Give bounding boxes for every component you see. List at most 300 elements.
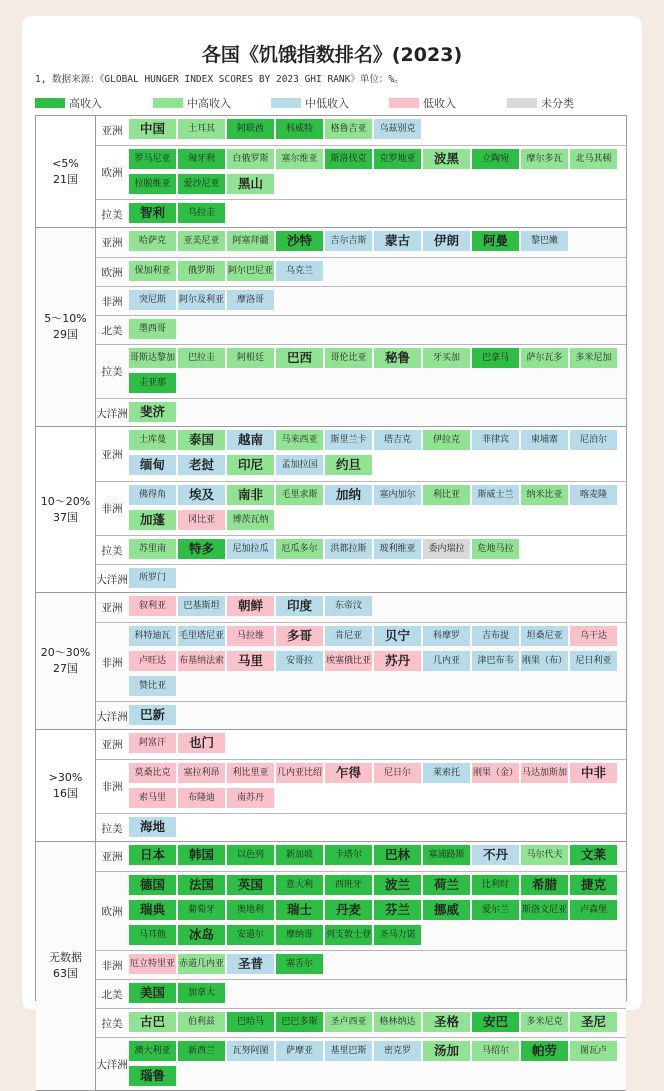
country-cell: 乌克兰 xyxy=(276,261,323,281)
country-cell: 吉尔吉斯 xyxy=(325,231,372,251)
region-label: 北美 xyxy=(101,324,123,337)
region-row xyxy=(96,979,626,1008)
country-cell: 意大利 xyxy=(276,875,323,895)
country-cell: 埃及 xyxy=(178,485,225,505)
country-cell: 不丹 xyxy=(472,845,519,865)
country-cell: 英国 xyxy=(227,875,274,895)
region-countries xyxy=(129,872,624,950)
country-cell: 萨尔瓦多 xyxy=(521,348,568,368)
country-cell: 摩纳哥 xyxy=(276,925,323,945)
data-source-note: 1, 数据来源：《GLOBAL HUNGER INDEX SCORES BY 2023 GHI RANK》单位：%。 xyxy=(35,74,404,85)
country-cell: 以色列 xyxy=(227,845,274,865)
country-cell: 瑞士 xyxy=(276,900,323,920)
band-label xyxy=(36,842,96,1090)
country-cell: 乌干达 xyxy=(570,626,617,646)
country-cell: 多米尼加 xyxy=(570,348,617,368)
country-cell: 圣尼 xyxy=(570,1012,617,1032)
country-cell: 斯里兰卡 xyxy=(325,430,372,450)
band-count: 29国 xyxy=(53,328,78,341)
country-cell: 密克罗 xyxy=(374,1041,421,1061)
country-cell: 图瓦卢 xyxy=(570,1041,617,1061)
country-cell: 朝鲜 xyxy=(227,596,274,616)
legend-label: 低收入 xyxy=(423,97,456,110)
country-cell: 巴林 xyxy=(374,845,421,865)
country-cell: 尼泊尔 xyxy=(570,430,617,450)
country-cell: 罗马尼亚 xyxy=(129,149,176,169)
region-label: 大洋洲 xyxy=(96,573,128,586)
country-cell: 伊朗 xyxy=(423,231,470,251)
country-cell: 俄罗斯 xyxy=(178,261,225,281)
country-cell: 莱索托 xyxy=(423,763,470,783)
legend-label: 中高收入 xyxy=(187,97,231,110)
region-row xyxy=(96,1037,626,1091)
country-cell: 瑙鲁 xyxy=(129,1066,176,1086)
country-cell: 哥伦比亚 xyxy=(325,348,372,368)
region-row xyxy=(96,593,626,622)
band-range: 20～30% xyxy=(40,646,91,659)
country-cell: 西班牙 xyxy=(325,875,372,895)
country-cell: 孟加拉国 xyxy=(276,455,323,475)
region-label: 大洋洲 xyxy=(96,1059,128,1071)
region-label: 非洲 xyxy=(101,959,123,972)
country-cell: 波兰 xyxy=(374,875,421,895)
country-cell: 吉布提 xyxy=(472,626,519,646)
country-cell: 尼日尔 xyxy=(374,763,421,783)
country-cell: 马来西亚 xyxy=(276,430,323,450)
country-cell: 斐济 xyxy=(129,402,176,422)
region-row xyxy=(96,622,626,701)
country-cell: 哥斯达黎加 xyxy=(129,348,176,368)
region-countries xyxy=(129,316,624,344)
country-cell: 圣普 xyxy=(227,954,274,974)
legend-swatch xyxy=(507,98,537,108)
country-cell: 刚果（布） xyxy=(521,651,568,671)
legend-item-high xyxy=(35,95,153,111)
region-label: 大洋洲 xyxy=(96,407,128,420)
region-countries xyxy=(129,228,624,257)
country-cell: 塞舌尔 xyxy=(276,954,323,974)
country-cell: 马达加斯加 xyxy=(521,763,568,783)
hunger-band xyxy=(36,842,626,1091)
country-cell: 美国 xyxy=(129,983,176,1003)
region-row xyxy=(96,759,626,813)
country-cell: 新西兰 xyxy=(178,1041,225,1061)
region-label: 非洲 xyxy=(101,781,123,793)
country-cell: 马绍尔 xyxy=(472,1041,519,1061)
country-cell: 哈萨克 xyxy=(129,231,176,251)
region-row xyxy=(96,950,626,979)
region-label: 拉美 xyxy=(101,544,123,557)
region-row xyxy=(96,199,626,228)
country-cell: 苏丹 xyxy=(374,651,421,671)
country-cell: 危地马拉 xyxy=(472,539,519,559)
country-cell: 圭亚那 xyxy=(129,373,176,393)
region-label: 非洲 xyxy=(101,503,123,515)
region-countries xyxy=(129,623,624,701)
region-countries xyxy=(129,146,624,199)
country-cell: 马里 xyxy=(227,651,274,671)
country-cell: 荷兰 xyxy=(423,875,470,895)
region-row xyxy=(96,535,626,564)
country-cell: 立陶宛 xyxy=(472,149,519,169)
country-cell: 南非 xyxy=(227,485,274,505)
region-row xyxy=(96,315,626,344)
legend-item-low xyxy=(389,95,507,111)
country-cell: 南苏丹 xyxy=(227,788,274,808)
country-cell: 澳大利亚 xyxy=(129,1041,176,1061)
country-cell: 伯利兹 xyxy=(178,1012,225,1032)
country-cell: 韩国 xyxy=(178,845,225,865)
country-cell: 中非 xyxy=(570,763,617,783)
country-cell: 牙买加 xyxy=(423,348,470,368)
country-cell: 苏里南 xyxy=(129,539,176,559)
band-count: 63国 xyxy=(53,967,78,980)
region-countries xyxy=(129,702,624,730)
region-label: 亚洲 xyxy=(101,851,123,863)
country-cell: 喀麦隆 xyxy=(570,485,617,505)
region-countries xyxy=(129,730,624,759)
country-cell: 格林纳达 xyxy=(374,1012,421,1032)
country-cell: 中国 xyxy=(129,119,176,139)
legend-item-unclassified xyxy=(507,95,625,111)
country-cell: 印度 xyxy=(276,596,323,616)
country-cell: 索马里 xyxy=(129,788,176,808)
country-cell: 冈比亚 xyxy=(178,510,225,530)
country-cell: 安道尔 xyxy=(227,925,274,945)
country-cell: 尼加拉瓜 xyxy=(227,539,274,559)
country-cell: 摩洛哥 xyxy=(227,290,274,310)
band-range: 无数据 xyxy=(49,951,82,964)
region-row xyxy=(96,286,626,315)
band-range: <5% xyxy=(52,156,79,170)
country-cell: 印尼 xyxy=(227,455,274,475)
country-cell: 赞比亚 xyxy=(129,676,176,696)
country-cell: 阿富汗 xyxy=(129,733,176,753)
country-cell: 波黑 xyxy=(423,149,470,169)
country-cell: 匈牙利 xyxy=(178,149,225,169)
region-countries xyxy=(129,427,624,481)
region-label: 北美 xyxy=(101,988,123,1001)
country-cell: 冰岛 xyxy=(178,925,225,945)
country-cell: 海地 xyxy=(129,817,176,837)
country-cell: 斯威士兰 xyxy=(472,485,519,505)
region-row xyxy=(96,842,626,871)
country-cell: 瓦努阿图 xyxy=(227,1041,274,1061)
country-cell: 圣卢西亚 xyxy=(325,1012,372,1032)
chart-title: 各国《饥饿指数排名》(2023) xyxy=(201,44,463,66)
country-cell: 文莱 xyxy=(570,845,617,865)
country-cell: 老挝 xyxy=(178,455,225,475)
region-row xyxy=(96,398,626,427)
region-label: 亚洲 xyxy=(101,739,123,751)
region-countries xyxy=(129,345,624,398)
country-cell: 几内亚 xyxy=(423,651,470,671)
country-cell: 特多 xyxy=(178,539,225,559)
country-cell: 布基纳法索 xyxy=(178,651,225,671)
country-cell: 贝宁 xyxy=(374,626,421,646)
country-cell: 柬埔寨 xyxy=(521,430,568,450)
region-countries xyxy=(129,200,624,228)
region-countries xyxy=(129,565,624,593)
region-label: 欧洲 xyxy=(101,266,123,279)
band-range: >30% xyxy=(48,770,83,784)
country-cell: 塞浦路斯 xyxy=(423,845,470,865)
country-cell: 佛得角 xyxy=(129,485,176,505)
country-cell: 基里巴斯 xyxy=(325,1041,372,1061)
country-cell: 刚果（金） xyxy=(472,763,519,783)
country-cell: 科摩罗 xyxy=(423,626,470,646)
country-cell: 伊拉克 xyxy=(423,430,470,450)
country-cell: 利比亚 xyxy=(423,485,470,505)
country-cell: 塞内加尔 xyxy=(374,485,421,505)
band-label xyxy=(36,228,96,426)
legend-item-lower_middle xyxy=(271,95,389,111)
country-cell: 黑山 xyxy=(227,174,274,194)
country-cell: 厄立特里亚 xyxy=(129,954,176,974)
country-cell: 阿曼 xyxy=(472,231,519,251)
country-cell: 多哥 xyxy=(276,626,323,646)
region-countries xyxy=(129,258,624,286)
country-cell: 挪威 xyxy=(423,900,470,920)
country-cell: 圣格 xyxy=(423,1012,470,1032)
band-label xyxy=(36,593,96,729)
legend-label: 高收入 xyxy=(69,97,102,110)
region-label: 非洲 xyxy=(101,295,123,308)
region-label: 亚洲 xyxy=(101,602,123,614)
country-cell: 阿塞拜疆 xyxy=(227,231,274,251)
legend xyxy=(35,92,627,114)
country-cell: 菲律宾 xyxy=(472,430,519,450)
country-cell: 洪都拉斯 xyxy=(325,539,372,559)
country-cell: 乍得 xyxy=(325,763,372,783)
legend-swatch xyxy=(35,98,65,108)
country-cell: 葡萄牙 xyxy=(178,900,225,920)
country-cell: 爱尔兰 xyxy=(472,900,519,920)
band-count: 21国 xyxy=(53,172,78,186)
country-cell: 萨摩亚 xyxy=(276,1041,323,1061)
country-cell: 拉脱维亚 xyxy=(129,174,176,194)
country-cell: 阿根廷 xyxy=(227,348,274,368)
country-cell: 东帝汶 xyxy=(325,596,372,616)
country-cell: 毛里求斯 xyxy=(276,485,323,505)
legend-swatch xyxy=(271,98,301,108)
country-cell: 卢旺达 xyxy=(129,651,176,671)
region-row xyxy=(96,116,626,145)
country-cell: 安哥拉 xyxy=(276,651,323,671)
country-cell: 缅甸 xyxy=(129,455,176,475)
region-label: 大洋洲 xyxy=(96,710,128,723)
country-cell: 津巴布韦 xyxy=(472,651,519,671)
country-cell: 越南 xyxy=(227,430,274,450)
country-cell: 北马其顿 xyxy=(570,149,617,169)
country-cell: 斯洛文尼亚 xyxy=(521,900,568,920)
country-cell: 乌兹别克 xyxy=(374,119,421,139)
band-label xyxy=(36,730,96,841)
region-row xyxy=(96,427,626,481)
country-cell: 多米尼克 xyxy=(521,1012,568,1032)
country-cell: 捷克 xyxy=(570,875,617,895)
country-cell: 马拉维 xyxy=(227,626,274,646)
country-cell: 瑞典 xyxy=(129,900,176,920)
country-cell: 马尔代夫 xyxy=(521,845,568,865)
legend-swatch xyxy=(389,98,419,108)
country-cell: 科威特 xyxy=(276,119,323,139)
country-cell: 塞拉利昂 xyxy=(178,763,225,783)
region-row xyxy=(96,730,626,759)
region-countries xyxy=(129,536,624,564)
legend-item-upper_middle xyxy=(153,95,271,111)
country-cell: 丹麦 xyxy=(325,900,372,920)
legend-label: 未分类 xyxy=(541,97,574,110)
region-label: 拉美 xyxy=(101,1017,123,1030)
country-cell: 秘鲁 xyxy=(374,348,421,368)
country-cell: 科特迪瓦 xyxy=(129,626,176,646)
country-cell: 所罗门 xyxy=(129,568,176,588)
region-label: 拉美 xyxy=(101,366,123,378)
country-cell: 肯尼亚 xyxy=(325,626,372,646)
region-row xyxy=(96,481,626,535)
country-cell: 芬兰 xyxy=(374,900,421,920)
region-label: 拉美 xyxy=(101,822,123,835)
band-label xyxy=(36,427,96,592)
region-row xyxy=(96,228,626,257)
region-countries xyxy=(129,287,624,315)
country-cell: 突尼斯 xyxy=(129,290,176,310)
country-cell: 巴巴多斯 xyxy=(276,1012,323,1032)
region-countries xyxy=(129,1009,624,1037)
country-cell: 墨西哥 xyxy=(129,319,176,339)
region-countries xyxy=(129,116,624,145)
country-cell: 安巴 xyxy=(472,1012,519,1032)
region-label: 欧洲 xyxy=(101,905,123,918)
country-cell: 蒙古 xyxy=(374,231,421,251)
country-cell: 比利时 xyxy=(472,875,519,895)
country-cell: 土库曼 xyxy=(129,430,176,450)
country-cell: 纳米比亚 xyxy=(521,485,568,505)
band-count: 37国 xyxy=(53,510,78,524)
country-cell: 泰国 xyxy=(178,430,225,450)
country-cell: 法国 xyxy=(178,875,225,895)
legend-swatch xyxy=(153,98,183,108)
country-cell: 加蓬 xyxy=(129,510,176,530)
country-cell: 希腊 xyxy=(521,875,568,895)
country-cell: 马耳他 xyxy=(129,925,176,945)
region-row xyxy=(96,701,626,730)
region-label: 拉美 xyxy=(101,208,123,221)
country-cell: 阿联酋 xyxy=(227,119,274,139)
region-label: 亚洲 xyxy=(101,237,123,249)
country-cell: 利比里亚 xyxy=(227,763,274,783)
country-cell: 日本 xyxy=(129,845,176,865)
country-cell: 亚美尼亚 xyxy=(178,231,225,251)
country-cell: 坦桑尼亚 xyxy=(521,626,568,646)
region-countries xyxy=(129,399,624,427)
country-cell: 博茨瓦纳 xyxy=(227,510,274,530)
region-countries xyxy=(129,482,624,535)
region-countries xyxy=(129,760,624,813)
country-cell: 卢森堡 xyxy=(570,900,617,920)
region-label: 非洲 xyxy=(101,656,123,669)
region-row xyxy=(96,813,626,842)
country-cell: 阿尔及利亚 xyxy=(178,290,225,310)
country-cell: 毛里塔尼亚 xyxy=(178,626,225,646)
band-label xyxy=(36,116,96,227)
country-cell: 布隆迪 xyxy=(178,788,225,808)
hunger-band xyxy=(36,730,626,842)
country-cell: 埃塞俄比亚 xyxy=(325,651,372,671)
country-cell: 智利 xyxy=(129,203,176,223)
region-countries xyxy=(129,814,624,842)
country-cell: 奥地利 xyxy=(227,900,274,920)
country-cell: 汤加 xyxy=(423,1041,470,1061)
region-row xyxy=(96,1008,626,1037)
country-cell: 尼日利亚 xyxy=(570,651,617,671)
country-cell: 斯洛伐克 xyxy=(325,149,372,169)
hunger-index-table xyxy=(35,115,627,1083)
hunger-band xyxy=(36,593,626,730)
country-cell: 沙特 xyxy=(276,231,323,251)
region-row xyxy=(96,344,626,398)
country-cell: 塔吉克 xyxy=(374,430,421,450)
region-countries xyxy=(129,842,624,871)
country-cell: 委内瑞拉 xyxy=(423,539,470,559)
country-cell: 塞尔维亚 xyxy=(276,149,323,169)
country-cell: 阿尔巴尼亚 xyxy=(227,261,274,281)
country-cell: 黎巴嫩 xyxy=(521,231,568,251)
country-cell: 克罗地亚 xyxy=(374,149,421,169)
band-count: 27国 xyxy=(53,662,78,675)
region-countries xyxy=(129,951,624,979)
country-cell: 巴西 xyxy=(276,348,323,368)
region-row xyxy=(96,564,626,593)
country-cell: 爱沙尼亚 xyxy=(178,174,225,194)
region-label: 亚洲 xyxy=(101,448,123,461)
country-cell: 巴新 xyxy=(129,705,176,725)
country-cell: 摩尔多瓦 xyxy=(521,149,568,169)
band-range: 10～20% xyxy=(40,494,91,508)
country-cell: 保加利亚 xyxy=(129,261,176,281)
country-cell: 圣马力诺 xyxy=(374,925,421,945)
country-cell: 叙利亚 xyxy=(129,596,176,616)
country-cell: 加拿大 xyxy=(178,983,225,1003)
country-cell: 约旦 xyxy=(325,455,372,475)
legend-label: 中低收入 xyxy=(305,97,349,110)
country-cell: 乌拉圭 xyxy=(178,203,225,223)
country-cell: 厄瓜多尔 xyxy=(276,539,323,559)
region-row xyxy=(96,871,626,950)
hunger-band xyxy=(36,228,626,427)
country-cell: 格鲁吉亚 xyxy=(325,119,372,139)
region-row xyxy=(96,257,626,286)
region-row xyxy=(96,145,626,199)
hunger-band xyxy=(36,116,626,228)
country-cell: 巴基斯坦 xyxy=(178,596,225,616)
region-countries xyxy=(129,593,624,622)
country-cell: 几内亚比绍 xyxy=(276,763,323,783)
country-cell: 巴哈马 xyxy=(227,1012,274,1032)
country-cell: 也门 xyxy=(178,733,225,753)
hunger-band xyxy=(36,427,626,593)
country-cell: 德国 xyxy=(129,875,176,895)
country-cell: 玻利维亚 xyxy=(374,539,421,559)
country-cell: 帕劳 xyxy=(521,1041,568,1061)
country-cell: 卡塔尔 xyxy=(325,845,372,865)
region-label: 欧洲 xyxy=(101,167,123,179)
country-cell: 列支敦士登 xyxy=(325,925,372,945)
region-label: 亚洲 xyxy=(101,125,123,137)
band-range: 5～10% xyxy=(44,312,87,325)
country-cell: 巴拿马 xyxy=(472,348,519,368)
